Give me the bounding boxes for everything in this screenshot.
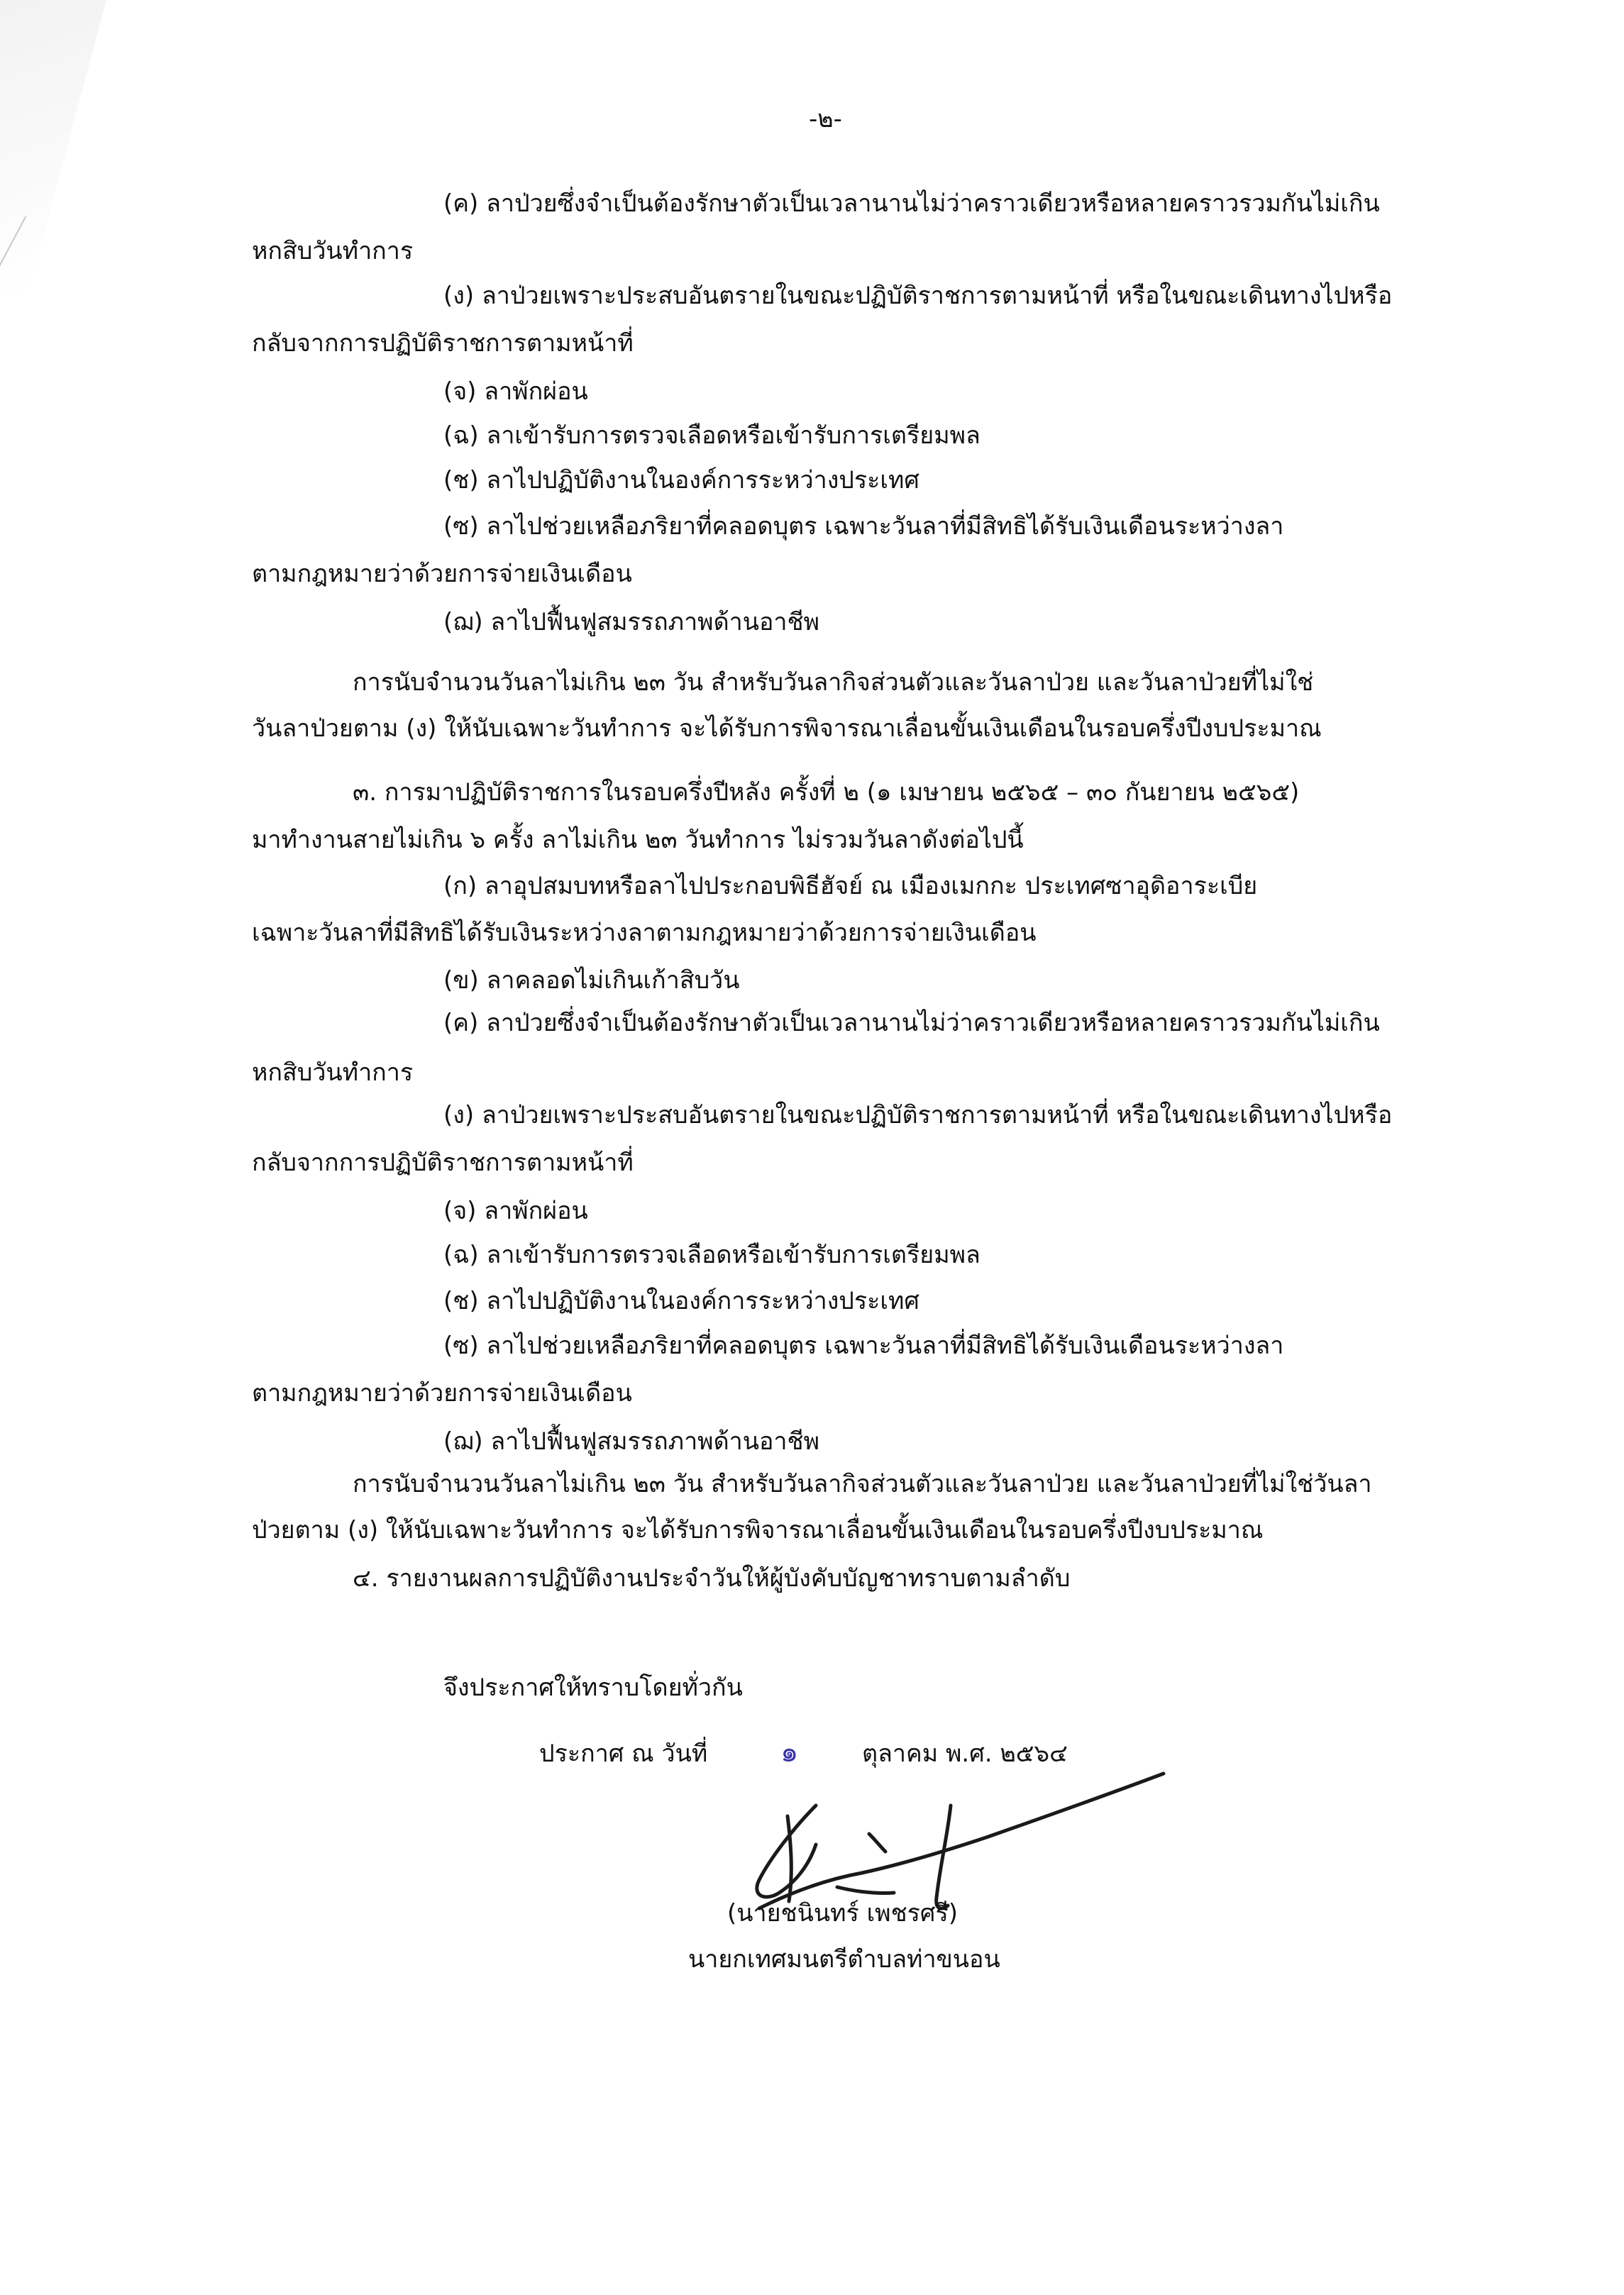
body-line: (จ) ลาพักผ่อน xyxy=(443,377,588,406)
body-line: (จ) ลาพักผ่อน xyxy=(443,1197,588,1225)
page-number: -๒- xyxy=(809,105,842,133)
body-line: การนับจำนวนวันลาไม่เกิน ๒๓ วัน สำหรับวันลากิจส่วนตัวและวันลาป่วย และวันลาป่วยที่ไม่ใช่วันลา xyxy=(353,1470,1372,1498)
body-line: (ก) ลาอุปสมบทหรือลาไปประกอบพิธีฮัจย์ ณ เมืองเมกกะ ประเทศซาอุดิอาระเบีย xyxy=(443,872,1258,900)
body-line: (ง) ลาป่วยเพราะประสบอันตรายในขณะปฏิบัติราชการตามหน้าที่ หรือในขณะเดินทางไปหรือ xyxy=(443,1101,1393,1129)
body-line: (ฉ) ลาเข้ารับการตรวจเลือดหรือเข้ารับการเตรียมพล xyxy=(443,1241,981,1269)
body-line: (ซ) ลาไปช่วยเหลือภริยาที่คลอดบุตร เฉพาะวันลาที่มีสิทธิได้รับเงินเดือนระหว่างลา xyxy=(443,1332,1284,1360)
announce-date-prefix: ประกาศ ณ วันที่ xyxy=(539,1740,708,1768)
body-line: เฉพาะวันลาที่มีสิทธิได้รับเงินระหว่างลาตามกฎหมายว่าด้วยการจ่ายเงินเดือน xyxy=(252,919,1037,947)
body-line: (ฌ) ลาไปฟื้นฟูสมรรถภาพด้านอาชีพ xyxy=(443,1427,819,1456)
body-line: กลับจากการปฏิบัติราชการตามหน้าที่ xyxy=(252,329,634,358)
body-line: (ค) ลาป่วยซึ่งจำเป็นต้องรักษาตัวเป็นเวลานานไม่ว่าคราวเดียวหรือหลายคราวรวมกันไม่เกิน xyxy=(443,1009,1380,1037)
body-line: กลับจากการปฏิบัติราชการตามหน้าที่ xyxy=(252,1149,634,1177)
body-line: วันลาป่วยตาม (ง) ให้นับเฉพาะวันทำการ จะได้รับการพิจารณาเลื่อนขั้นเงินเดือนในรอบครึ่งปีงบประมาณ xyxy=(252,714,1322,743)
body-line: การนับจำนวนวันลาไม่เกิน ๒๓ วัน สำหรับวันลากิจส่วนตัวและวันลาป่วย และวันลาป่วยที่ไม่ใช่ xyxy=(353,668,1314,697)
signer-name: (นายชนินทร์ เพชรศรี) xyxy=(727,1899,959,1928)
body-line: (ช) ลาไปปฏิบัติงานในองค์การระหว่างประเทศ xyxy=(443,1287,920,1315)
signer-title: นายกเทศมนตรีตำบลท่าขนอน xyxy=(688,1945,1000,1974)
body-line: มาทำงานสายไม่เกิน ๖ ครั้ง ลาไม่เกิน ๒๓ วันทำการ ไม่รวมวันลาดังต่อไปนี้ xyxy=(252,826,1024,854)
body-line: ตามกฎหมายว่าด้วยการจ่ายเงินเดือน xyxy=(252,560,632,588)
announce-day-handwritten: ๑ xyxy=(780,1736,799,1769)
announce-date-suffix: ตุลาคม พ.ศ. ๒๕๖๔ xyxy=(862,1740,1068,1768)
body-line: (ช) ลาไปปฏิบัติงานในองค์การระหว่างประเทศ xyxy=(443,466,920,494)
body-line: (ซ) ลาไปช่วยเหลือภริยาที่คลอดบุตร เฉพาะวันลาที่มีสิทธิได้รับเงินเดือนระหว่างลา xyxy=(443,512,1284,541)
body-line: (ค) ลาป่วยซึ่งจำเป็นต้องรักษาตัวเป็นเวลานานไม่ว่าคราวเดียวหรือหลายคราวรวมกันไม่เกิน xyxy=(443,189,1380,218)
body-line: ๔. รายงานผลการปฏิบัติงานประจำวันให้ผู้บังคับบัญชาทราบตามลำดับ xyxy=(353,1564,1071,1593)
body-line: หกสิบวันทำการ xyxy=(252,237,414,265)
body-line: (ง) ลาป่วยเพราะประสบอันตรายในขณะปฏิบัติราชการตามหน้าที่ หรือในขณะเดินทางไปหรือ xyxy=(443,282,1393,310)
body-line: (ข) ลาคลอดไม่เกินเก้าสิบวัน xyxy=(443,966,740,995)
body-line: หกสิบวันทำการ xyxy=(252,1058,414,1087)
body-line: ตามกฎหมายว่าด้วยการจ่ายเงินเดือน xyxy=(252,1379,632,1408)
body-line: (ฌ) ลาไปฟื้นฟูสมรรถภาพด้านอาชีพ xyxy=(443,608,819,636)
body-line: (ฉ) ลาเข้ารับการตรวจเลือดหรือเข้ารับการเตรียมพล xyxy=(443,421,981,450)
body-line: ป่วยตาม (ง) ให้นับเฉพาะวันทำการ จะได้รับการพิจารณาเลื่อนขั้นเงินเดือนในรอบครึ่งปีงบประมาณ xyxy=(252,1516,1264,1544)
closing-statement: จึงประกาศให้ทราบโดยทั่วกัน xyxy=(443,1674,743,1702)
body-line: ๓. การมาปฏิบัติราชการในรอบครึ่งปีหลัง ครั้งที่ ๒ (๑ เมษายน ๒๕๖๕ – ๓๐ กันยายน ๒๕๖๕) xyxy=(353,778,1300,807)
